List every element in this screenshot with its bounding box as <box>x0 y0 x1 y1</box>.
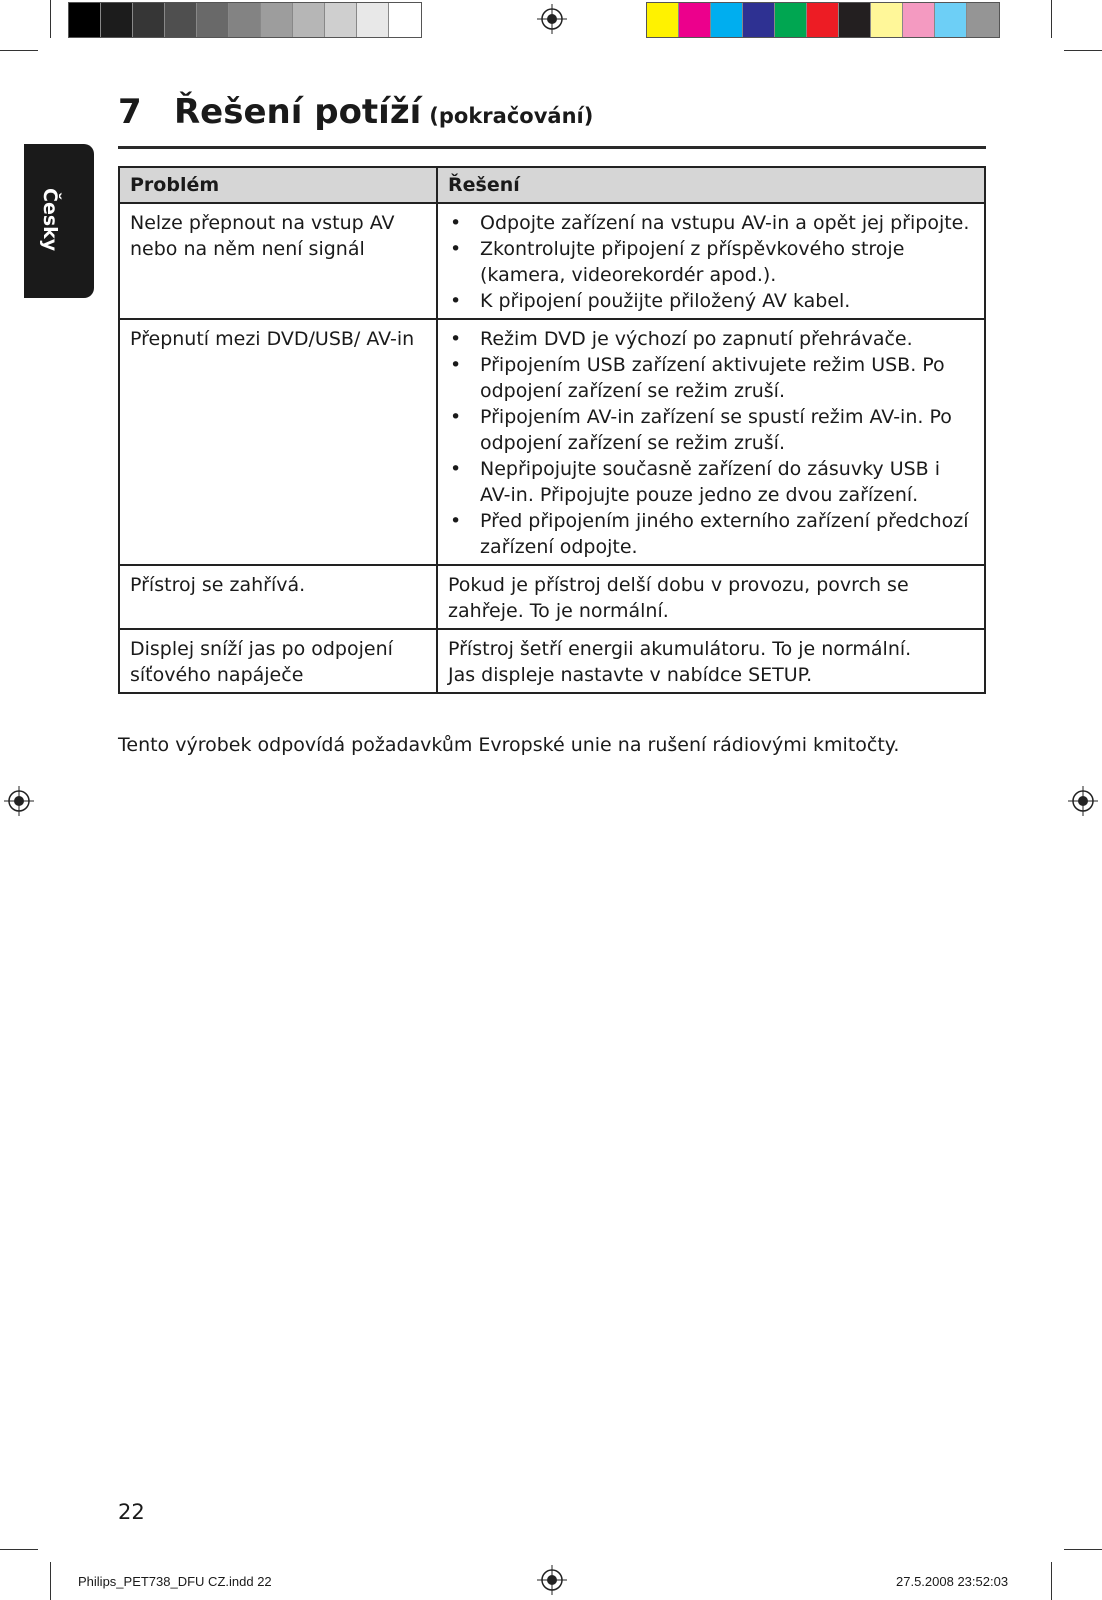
color-swatch <box>647 3 679 37</box>
page-number: 22 <box>118 1500 145 1524</box>
chapter-title-text: Řešení potíží <box>174 92 422 132</box>
solution-item: • Zkontrolujte připojení z příspěvkového stroje (kamera, videorekordér apod.). <box>448 236 974 288</box>
crop-mark-bottom-right-v <box>1051 1562 1052 1600</box>
language-tab-label: Česky <box>39 188 61 252</box>
crop-mark-top-right-v <box>1051 0 1052 38</box>
grey-swatch <box>229 3 261 37</box>
grey-swatch <box>325 3 357 37</box>
grey-swatch <box>261 3 293 37</box>
solution-list <box>448 210 974 314</box>
problem-cell: Přístroj se zahřívá. <box>119 565 437 629</box>
solution-item: • Odpojte zařízení na vstupu AV-in a opět jej připojte. <box>448 210 974 236</box>
color-swatch <box>903 3 935 37</box>
crop-mark-top-right-h <box>1064 50 1102 51</box>
solution-cell <box>437 565 985 629</box>
solution-cell <box>437 203 985 319</box>
color-swatch <box>967 3 999 37</box>
table-header-row <box>119 167 985 203</box>
compliance-statement: Tento výrobek odpovídá požadavkům Evropské unie na rušení rádiovými kmitočty. <box>118 734 900 756</box>
problem-cell: Nelze přepnout na vstup AV nebo na něm není signál <box>119 203 437 319</box>
chapter-subtitle: (pokračování) <box>429 104 594 128</box>
grey-swatch <box>293 3 325 37</box>
solution-item: • Režim DVD je výchozí po zapnutí přehrávače. <box>448 326 974 352</box>
grey-swatch <box>357 3 389 37</box>
table-row <box>119 629 985 693</box>
slug-file-info: Philips_PET738_DFU CZ.indd 22 <box>78 1574 272 1589</box>
troubleshooting-table <box>118 166 986 694</box>
solution-list <box>448 326 974 560</box>
crop-mark-top-left-v <box>50 0 51 38</box>
crop-mark-bottom-left-v <box>50 1562 51 1600</box>
chapter-title <box>174 92 593 132</box>
grey-swatch <box>101 3 133 37</box>
color-swatch <box>839 3 871 37</box>
solution-item: • Nepřipojujte současně zařízení do zásuvky USB i AV-in. Připojujte pouze jedno ze dvou zařízení. <box>448 456 974 508</box>
solution-text: Přístroj šetří energii akumulátoru. To je normální. <box>448 638 912 660</box>
color-swatch <box>775 3 807 37</box>
problem-cell: Displej sníží jas po odpojení síťového napáječe <box>119 629 437 693</box>
color-swatch <box>679 3 711 37</box>
crop-mark-bottom-left-h <box>0 1549 38 1550</box>
registration-mark-icon <box>4 786 34 816</box>
color-swatch <box>743 3 775 37</box>
header-problem: Problém <box>119 167 437 203</box>
solution-item: • Připojením AV-in zařízení se spustí režim AV-in. Po odpojení zařízení se režim zruší. <box>448 404 974 456</box>
solution-text: Jas displeje nastavte v nabídce SETUP. <box>448 664 813 686</box>
color-calibration-bar <box>646 2 1000 38</box>
crop-mark-top-left-h <box>0 50 38 51</box>
table-row <box>119 203 985 319</box>
color-swatch <box>871 3 903 37</box>
chapter-heading <box>118 92 986 149</box>
chapter-number: 7 <box>118 92 142 132</box>
registration-mark-icon <box>537 4 567 34</box>
grey-calibration-bar <box>68 2 422 38</box>
registration-mark-icon <box>1068 786 1098 816</box>
table-row <box>119 565 985 629</box>
grey-swatch <box>133 3 165 37</box>
registration-mark-icon <box>537 1565 567 1595</box>
crop-mark-bottom-right-h <box>1064 1549 1102 1550</box>
color-swatch <box>807 3 839 37</box>
solution-text: Pokud je přístroj delší dobu v provozu, povrch se zahřeje. To je normální. <box>448 574 909 622</box>
grey-swatch <box>69 3 101 37</box>
slug-timestamp: 27.5.2008 23:52:03 <box>896 1574 1009 1589</box>
color-swatch <box>711 3 743 37</box>
solution-cell <box>437 629 985 693</box>
solution-item: • Před připojením jiného externího zařízení předchozí zařízení odpojte. <box>448 508 974 560</box>
solution-item: • K připojení použijte přiložený AV kabel. <box>448 288 974 314</box>
solution-cell <box>437 319 985 565</box>
header-solution: Řešení <box>437 167 985 203</box>
color-swatch <box>935 3 967 37</box>
grey-swatch <box>389 3 421 37</box>
problem-cell: Přepnutí mezi DVD/USB/ AV-in <box>119 319 437 565</box>
grey-swatch <box>197 3 229 37</box>
table-row <box>119 319 985 565</box>
grey-swatch <box>165 3 197 37</box>
solution-item: • Připojením USB zařízení aktivujete režim USB. Po odpojení zařízení se režim zruší. <box>448 352 974 404</box>
